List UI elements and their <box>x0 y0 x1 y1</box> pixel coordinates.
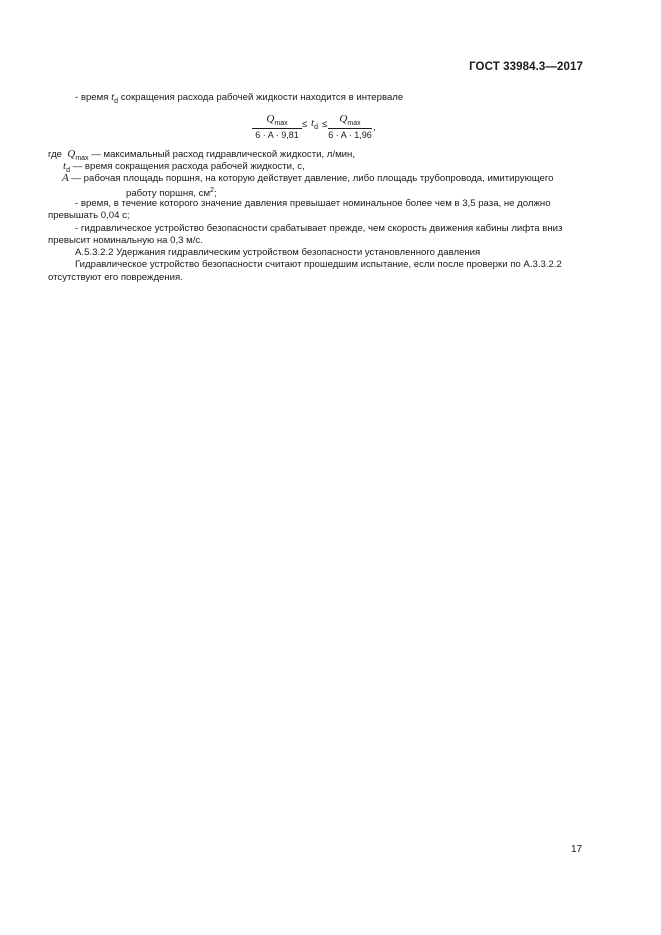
q-subscript: max <box>75 155 89 162</box>
q-variable: Q <box>266 113 275 125</box>
formula-comma: , <box>373 122 376 133</box>
section-title: А.5.3.2.2 Удержания гидравлическим устройством безопасности установленного давления <box>75 247 481 258</box>
q-definition: — максимальный расход гидравлической жидкости, л/мин, <box>88 149 355 160</box>
t-subscript: d <box>314 124 318 131</box>
time-interval-line <box>75 91 403 108</box>
t-variable: t <box>311 117 315 129</box>
le-sign-1: ≤ <box>302 119 308 130</box>
right-fraction <box>328 113 372 140</box>
section-paragraph-line-2: отсутствуют его повреждения. <box>48 272 183 283</box>
q-variable: Q <box>339 113 348 125</box>
le-sign-2: ≤ <box>322 119 328 130</box>
t-definition: — время сокращения расхода рабочей жидкости, с, <box>69 161 305 172</box>
right-numerator <box>328 113 372 129</box>
bullet-2-line-2: превысит номинальную на 0,3 м/с. <box>48 235 203 246</box>
a-tail: ; <box>213 188 217 199</box>
left-fraction <box>252 113 302 140</box>
right-denominator: 6 · A · 1,96 <box>328 130 372 140</box>
t-subscript: d <box>114 98 119 105</box>
t-variable: t <box>63 160 67 172</box>
q-variable: Q <box>67 148 76 160</box>
document-code: ГОСТ 33984.3—2017 <box>469 61 583 73</box>
q-subscript: max <box>274 120 288 127</box>
left-numerator <box>252 113 302 129</box>
middle-term <box>311 117 318 131</box>
t-variable: t <box>111 91 115 103</box>
a-definition: — рабочая площадь поршня, на которую действует давление, либо площадь трубопровода, имитирующего <box>68 173 554 184</box>
page-number: 17 <box>571 844 583 855</box>
time-interval-text: сокращения расхода рабочей жидкости находится в интервале <box>118 92 404 103</box>
a-superscript: 2 <box>210 187 214 194</box>
bullet-2-line-1: - гидравлическое устройство безопасности срабатывает прежде, чем скорость движения кабины лифта вниз <box>75 223 563 234</box>
time-prefix: - время <box>75 92 112 103</box>
a-definition-cont: работу поршня, см <box>126 188 211 199</box>
bullet-1-line-2: превышать 0,04 с; <box>48 210 130 221</box>
q-subscript: max <box>347 120 361 127</box>
where-word: где <box>48 149 63 160</box>
section-paragraph-line-1: Гидравлическое устройство безопасности считают прошедшим испытание, если после проверки по А.3.3.2.2 <box>75 259 562 270</box>
left-denominator: 6 · A · 9,81 <box>255 130 299 140</box>
t-subscript: d <box>66 167 70 174</box>
a-variable: A <box>62 172 69 184</box>
bullet-1-line-1: - время, в течение которого значение давления превышает номинальное более чем в 3,5 раза, не должно <box>75 198 551 209</box>
